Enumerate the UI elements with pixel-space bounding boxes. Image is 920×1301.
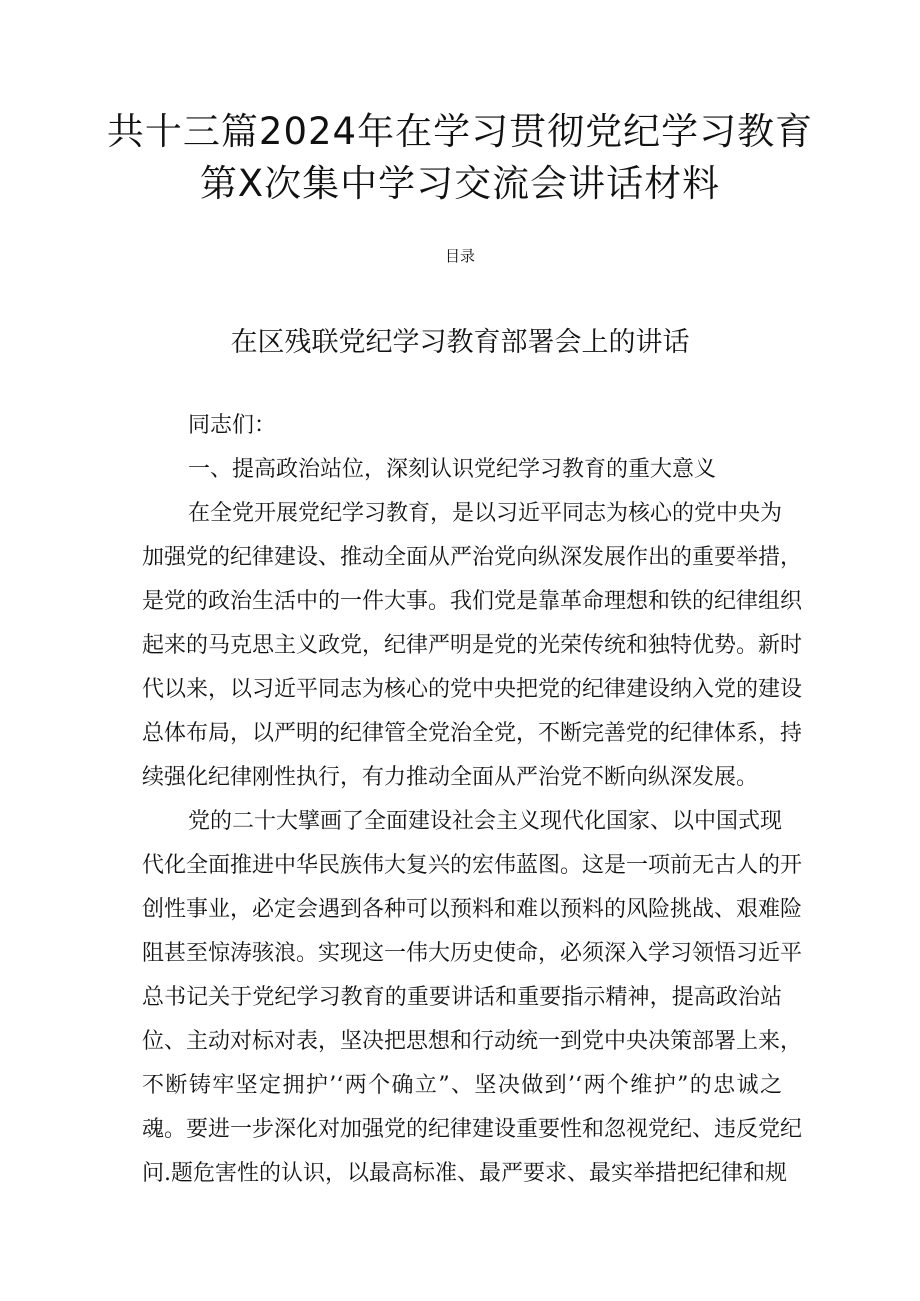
paragraph-2-line: 代化全面推进中华民族伟大复兴的宏伟蓝图。这是一项前无古人的开 — [142, 853, 803, 878]
document-title-line-1: 共十三篇2024年在学习贯彻党纪学习教育 — [106, 110, 814, 153]
paragraph-2-line: 阻甚至惊涛骇浪。实现这一伟大历史使命，必须深入学习领悟习近平 — [142, 941, 803, 966]
paragraph-1-line: 续强化纪律刚性执行，有力推动全面从严治党不断向纵深发展。 — [142, 765, 759, 790]
paragraph-2-line: 创性事业，必定会遇到各种可以预料和难以预料的风险挑战、艰难险 — [142, 897, 803, 922]
paragraph-1-line: 是党的政治生活中的一件大事。我们党是靠革命理想和铁的纪律组织 — [142, 589, 803, 614]
paragraph-1-line: 加强党的纪律建设、推动全面从严治党向纵深发展作出的重要举措， — [142, 545, 803, 570]
paragraph-2-line: 问.题危害性的认识，以最高标准、最严要求、最实举措把纪律和规 — [142, 1161, 787, 1186]
section-title: 在区残联党纪学习教育部署会上的讲话 — [230, 327, 690, 358]
paragraph-2-line: 总书记关于党纪学习教育的重要讲话和重要指示精神，提高政治站 — [142, 985, 782, 1010]
document-title-line-2: 第X次集中学习交流会讲话材料 — [199, 162, 721, 205]
greeting: 同志们： — [188, 413, 277, 438]
paragraph-1-line: 代以来，以习近平同志为核心的党中央把党的纪律建设纳入党的建设 — [142, 677, 803, 702]
table-of-contents-label: 目录 — [444, 247, 475, 265]
paragraph-1-line: 起来的马克思主义政党，纪律严明是党的光荣传统和独特优势。新时 — [142, 633, 803, 658]
paragraph-2-line: 魂。要进一步深化对加强党的纪律建设重要性和忽视党纪、违反党纪 — [142, 1117, 803, 1142]
paragraph-1-line: 总体布局，以严明的纪律管全党治全党，不断完善党的纪律体系，持 — [142, 721, 803, 746]
paragraph-2-line: 不断铸牢坚定拥护’‘两个确立”、坚决做到’‘两个维护”的忠诚之 — [142, 1073, 782, 1098]
paragraph-1-line: 在全党开展党纪学习教育，是以习近平同志为核心的党中央为 — [188, 501, 783, 526]
paragraph-2-line: 位、主动对标对表，坚决把思想和行动统一到党中央决策部署上来， — [142, 1029, 803, 1054]
paragraph-2-line: 党的二十大擘画了全面建设社会主义现代化国家、以中国式现 — [188, 809, 783, 834]
heading-1: 一、提高政治站位，深刻认识党纪学习教育的重大意义 — [188, 457, 717, 482]
